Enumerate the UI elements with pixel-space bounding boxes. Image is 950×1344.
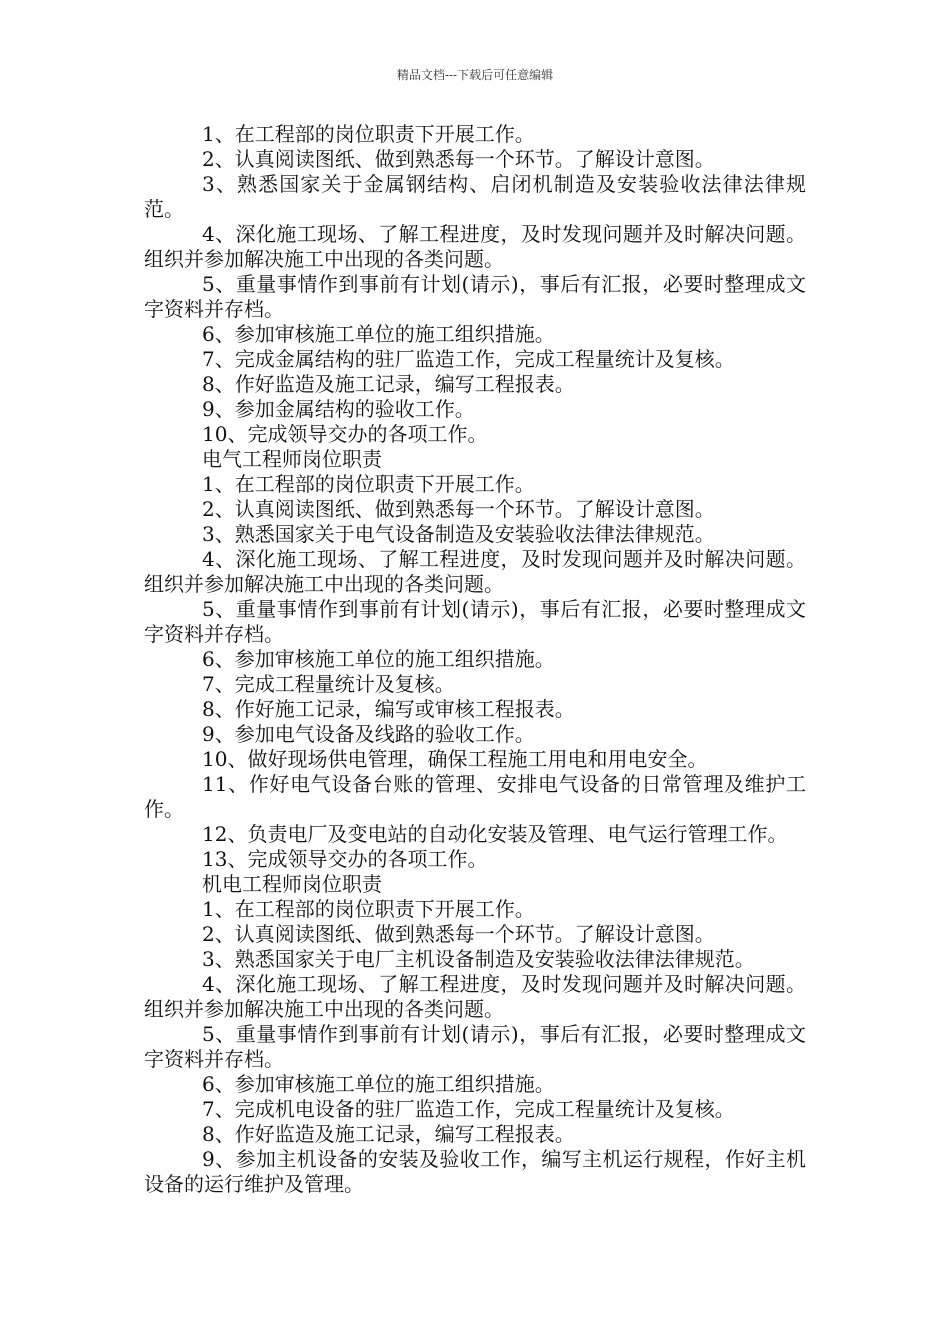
paragraph: 2、认真阅读图纸、做到熟悉每一个环节。了解设计意图。 bbox=[202, 147, 715, 171]
paragraph: 9、参加金属结构的验收工作。 bbox=[202, 397, 475, 421]
paragraph: 5、重量事情作到事前有计划(请示)，事后有汇报，必要时整理成文字资料并存档。 bbox=[144, 597, 806, 646]
paragraph: 5、重量事情作到事前有计划(请示)，事后有汇报，必要时整理成文字资料并存档。 bbox=[144, 1022, 806, 1071]
page-header: 精品文档---下载后可任意编辑 bbox=[396, 68, 554, 82]
paragraph: 7、完成工程量统计及复核。 bbox=[202, 672, 455, 696]
paragraph: 6、参加审核施工单位的施工组织措施。 bbox=[202, 322, 555, 346]
paragraph: 11、作好电气设备台账的管理、安排电气设备的日常管理及维护工作。 bbox=[144, 772, 806, 821]
section-heading: 机电工程师岗位职责 bbox=[202, 872, 382, 896]
paragraph: 10、做好现场供电管理，确保工程施工用电和用电安全。 bbox=[202, 747, 708, 771]
paragraph: 3、熟悉国家关于电气设备制造及安装验收法律法律规范。 bbox=[202, 522, 715, 546]
paragraph: 7、完成金属结构的驻厂监造工作，完成工程量统计及复核。 bbox=[202, 347, 735, 371]
paragraph: 1、在工程部的岗位职责下开展工作。 bbox=[202, 122, 535, 146]
document-body bbox=[144, 122, 806, 1197]
paragraph: 9、参加电气设备及线路的验收工作。 bbox=[202, 722, 535, 746]
paragraph: 2、认真阅读图纸、做到熟悉每一个环节。了解设计意图。 bbox=[202, 497, 715, 521]
paragraph: 4、深化施工现场、了解工程进度，及时发现问题并及时解决问题。组织并参加解决施工中出现的各类问题。 bbox=[144, 547, 806, 596]
paragraph: 5、重量事情作到事前有计划(请示)，事后有汇报，必要时整理成文字资料并存档。 bbox=[144, 272, 806, 321]
paragraph: 3、熟悉国家关于电厂主机设备制造及安装验收法律法律规范。 bbox=[202, 947, 755, 971]
paragraph: 9、参加主机设备的安装及验收工作，编写主机运行规程，作好主机设备的运行维护及管理。 bbox=[144, 1147, 806, 1196]
paragraph: 1、在工程部的岗位职责下开展工作。 bbox=[202, 897, 535, 921]
paragraph: 10、完成领导交办的各项工作。 bbox=[202, 422, 488, 446]
section-heading: 电气工程师岗位职责 bbox=[202, 447, 382, 471]
paragraph: 3、熟悉国家关于金属钢结构、启闭机制造及安装验收法律法律规范。 bbox=[144, 172, 806, 221]
paragraph: 2、认真阅读图纸、做到熟悉每一个环节。了解设计意图。 bbox=[202, 922, 715, 946]
paragraph: 6、参加审核施工单位的施工组织措施。 bbox=[202, 1072, 555, 1096]
paragraph: 12、负责电厂及变电站的自动化安装及管理、电气运行管理工作。 bbox=[202, 822, 788, 846]
paragraph: 8、作好监造及施工记录，编写工程报表。 bbox=[202, 1122, 575, 1146]
paragraph: 6、参加审核施工单位的施工组织措施。 bbox=[202, 647, 555, 671]
paragraph: 13、完成领导交办的各项工作。 bbox=[202, 847, 488, 871]
paragraph: 4、深化施工现场、了解工程进度，及时发现问题并及时解决问题。组织并参加解决施工中出现的各类问题。 bbox=[144, 222, 806, 271]
paragraph: 7、完成机电设备的驻厂监造工作，完成工程量统计及复核。 bbox=[202, 1097, 735, 1121]
paragraph: 4、深化施工现场、了解工程进度，及时发现问题并及时解决问题。组织并参加解决施工中出现的各类问题。 bbox=[144, 972, 806, 1021]
paragraph: 8、作好施工记录，编写或审核工程报表。 bbox=[202, 697, 575, 721]
paragraph: 1、在工程部的岗位职责下开展工作。 bbox=[202, 472, 535, 496]
paragraph: 8、作好监造及施工记录，编写工程报表。 bbox=[202, 372, 575, 396]
